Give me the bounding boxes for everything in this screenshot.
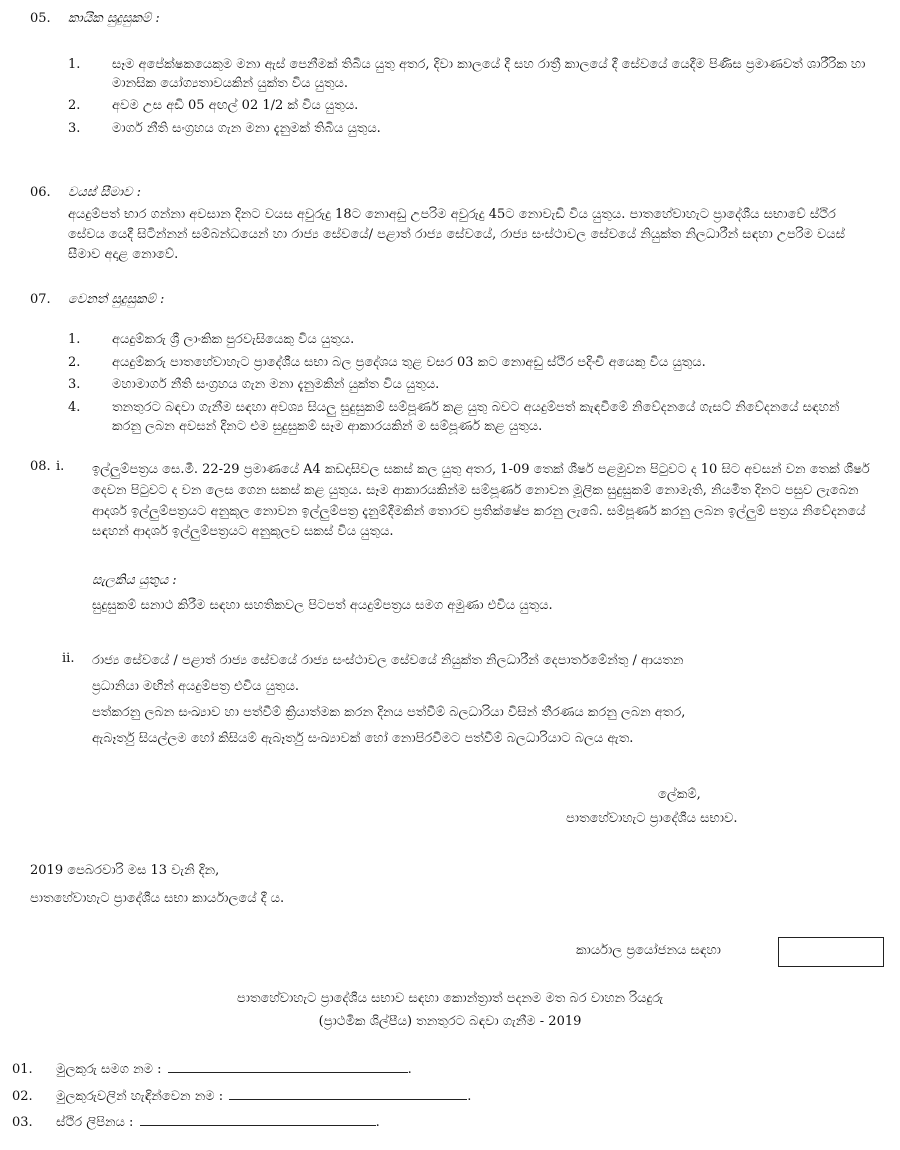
item-number: 4.: [68, 400, 81, 415]
section-07-item-1: [68, 331, 868, 350]
item-number: 3.: [68, 121, 81, 136]
section-05-title: කායික සුදුසුකම් :: [68, 11, 160, 26]
office-use-label: කාර්යාල ප්‍රයෝජනය සඳහා: [576, 943, 721, 958]
item-text: තනතුරට බඳවා ගැනීම සඳහා අවශ්‍ය සියලු සුදුසුකම් සම්පූර්ණ කළ යුතු බවට අයදුම්පත් කැඳවීමේ නිවේදනයේ ගැසට් නිවේදනයේ සඳහන් කරනු ලබන අවසන් දිනට එම සුදුසුකම් සෑම ආකාරයකින් ම සම්පූර්ණ කළ යුතුය.: [112, 400, 840, 434]
name-denoted-by-initials-field[interactable]: [229, 1087, 467, 1100]
signature-title: ලේකම්,: [658, 787, 701, 802]
section-05-item-1: [68, 56, 868, 94]
form-field-3: 03. ස්ථිර ලිපිනය : .: [12, 1113, 380, 1133]
section-07-item-3: [68, 376, 868, 395]
section-05-item-3: [68, 120, 868, 139]
permanent-address-field[interactable]: [140, 1113, 376, 1126]
item-text: මහාමාර්ග නීති සංග්‍රහය ගැන මනා දැනුමකින් යුක්ත විය යුතුය.: [112, 377, 440, 392]
item-text: අයදුම්කරු පාතහේවාහැට ප්‍රාදේශීය සභා බල ප්‍රදේශය තුළ වසර 03 කට නොඅඩු ස්ථිර පදිංචි අයෙකු විය යුතුය.: [112, 355, 706, 370]
note-title: සැලකිය යුතුය :: [92, 573, 177, 588]
section-05-item-2: [68, 97, 868, 116]
section-08-i-number: i.: [56, 459, 65, 474]
section-07-item-4: [68, 399, 868, 437]
item-number: 2.: [68, 98, 81, 113]
section-05-number: 05.: [30, 11, 51, 26]
note-text: සුදුසුකම් සනාථ කිරීම සඳහා සහතිකවල පිටපත් අයදුම්පත්‍රය සමග අමුණා එවිය යුතුය.: [92, 598, 553, 613]
section-08-i-text: ඉල්ලුම්පත්‍රය සෙ.මී. 22-29 ප්‍රමාණයේ A4 කඩදාසිවල සකස් කල යුතු අතර, 1-09 තෙක් ශීර්ෂ පළමුවන පිටුවට ද 10 සිට අවසන් වන තෙක් ශීර්ෂ දෙවන පිටුවට ද වන ලෙස ගෙන සකස් කළ යුතුය. සෑම ආකාරයකින්ම සම්පූර්ණ නොවන මූලික සුදුසුකම් නොමැති, නියමිත දිනට පසුව ලැබෙන ආදර්ශ ඉල්ලුම්පත්‍රයට අනුකූල නොවන ඉල්ලුම්පත්‍ර දැනුම්දීමකින් තොරව ප්‍රතික්ෂේප කරනු ලැබේ. සම්පූර්ණ කරනු ලබන ඉල්ලුම් පත්‍රය නිවේදනයේ සඳහන් ආදර්ශ ඉල්ලුම්පත්‍රයට අනුකූලව සකස් විය යුතුය.: [92, 462, 870, 540]
section-08-ii-number: ii.: [62, 651, 75, 666]
item-text: අවම උස අඩි 05 අඟල් 02 1/2 ක් විය යුතුය.: [112, 98, 359, 113]
office-use-box: [778, 937, 884, 967]
section-08-number: 08.: [30, 459, 51, 474]
field-number: 01.: [12, 1062, 33, 1077]
section-06-number: 06.: [30, 185, 51, 200]
form-title-line-2: (ප්‍රාථමික ශිල්පීය) තනතුරට බඳවා ගැනීම - 2019: [318, 1014, 582, 1029]
form-field-2: 02. මුලකුරුවලින් හැඳින්වෙන නම : .: [12, 1087, 471, 1107]
field-label: මුලකුරුවලින් හැඳින්වෙන නම :: [56, 1089, 224, 1104]
item-number: 1.: [68, 57, 81, 72]
issue-place: පාතහේවාහැට ප්‍රාදේශීය සභා කාර්යාලයේ දී ය.: [30, 891, 285, 906]
item-number: 1.: [68, 332, 81, 347]
item-number: 2.: [68, 355, 81, 370]
item-text: මාර්ග නීති සංග්‍රහය ගැන මනා දැනුමක් තිබිය යුතුය.: [112, 121, 381, 136]
section-08-ii-line-2: ප්‍රධානියා මඟින් අයදුම්පත්‍ර එවිය යුතුය.: [92, 679, 299, 694]
section-08-ii-line-4: ඇබෑර්තු සියල්ලම හෝ කිසියම් ඇබෑර්තු සංඛ්‍යාවක් හෝ නොපිරවීමට පත්වීම් බලධාරියාට බලය ඇත.: [92, 731, 634, 746]
section-08-ii-line-1: රාජ්‍ය සේවයේ / පළාත් රාජ්‍ය සේවයේ රාජ්‍ය සංස්ථාවල සේවයේ නියුක්ත නිලධාරීන් දෙපාර්තමේන්තු / ආයතන: [92, 653, 684, 668]
field-label: ස්ථිර ලිපිනය :: [56, 1115, 134, 1130]
section-07-item-2: [68, 354, 868, 373]
section-07-number: 07.: [30, 292, 51, 307]
issue-date: 2019 පෙබරවාරි මස 13 වැනි දින,: [30, 863, 220, 878]
section-07-title: වෙනත් සුදුසුකම් :: [68, 292, 165, 307]
name-with-initials-field[interactable]: [168, 1060, 408, 1073]
field-number: 02.: [12, 1089, 33, 1104]
section-06-body: අයදුම්පත් භාර ගන්නා අවසාන දිනට වයස අවුරුදු 18ට නොඅඩු උපරිම අවුරුදු 45ට නොවැඩි විය යුතුය. පාතහේවාහැට ප්‍රාදේශීය සභාවේ ස්ථිර සේවය යෙදී සිටින්නන් සම්බන්ධයෙන් හා රාජ්‍ය සේවයේ/ පළාත් රාජ්‍ය සේවයේ, රාජ්‍ය සංස්ථාවල සේවයේ නියුක්ත නිලධාරීන් සඳහා උපරිම වයස් සීමාව අදාළ නොවේ.: [68, 207, 845, 263]
field-number: 03.: [12, 1115, 33, 1130]
section-06-title: වයස් සීමාව :: [68, 185, 142, 200]
signature-org: පාතහේවාහැට ප්‍රාදේශීය සභාව.: [566, 811, 738, 826]
item-text: අයදුම්කරු ශ්‍රී ලාංකික පුරවැසියෙකු විය යුතුය.: [112, 332, 355, 347]
section-08-ii-line-3: පත්කරනු ලබන සංඛ්‍යාව හා පත්වීම් ක්‍රියාත්මක කරන දිනය පත්වීම් බලධාරියා විසින් තීරණය කරනු ලබන අතර,: [92, 705, 686, 720]
item-text: සෑම අපේක්ෂකයෙකුම මනා ඇස් පෙනීමක් තිබිය යුතු අතර, දිවා කාලයේ දී සහ රාත්‍රී කාලයේ දී සේවයේ යෙදීම පිණිස ප්‍රමාණවත් ශාරීරික හා මානසික යෝග්‍යතාවයකින් යුක්ත විය යුතුය.: [112, 57, 866, 91]
form-field-1: 01. මුලකුරු සමග නම : .: [12, 1060, 412, 1080]
form-title-line-1: පාතහේවාහැට ප්‍රාදේශීය සභාව සඳහා කොන්ත්‍රාත් පදනම මත බර වාහන රියදුරු: [236, 991, 664, 1006]
item-number: 3.: [68, 377, 81, 392]
field-label: මුලකුරු සමග නම :: [56, 1062, 162, 1077]
